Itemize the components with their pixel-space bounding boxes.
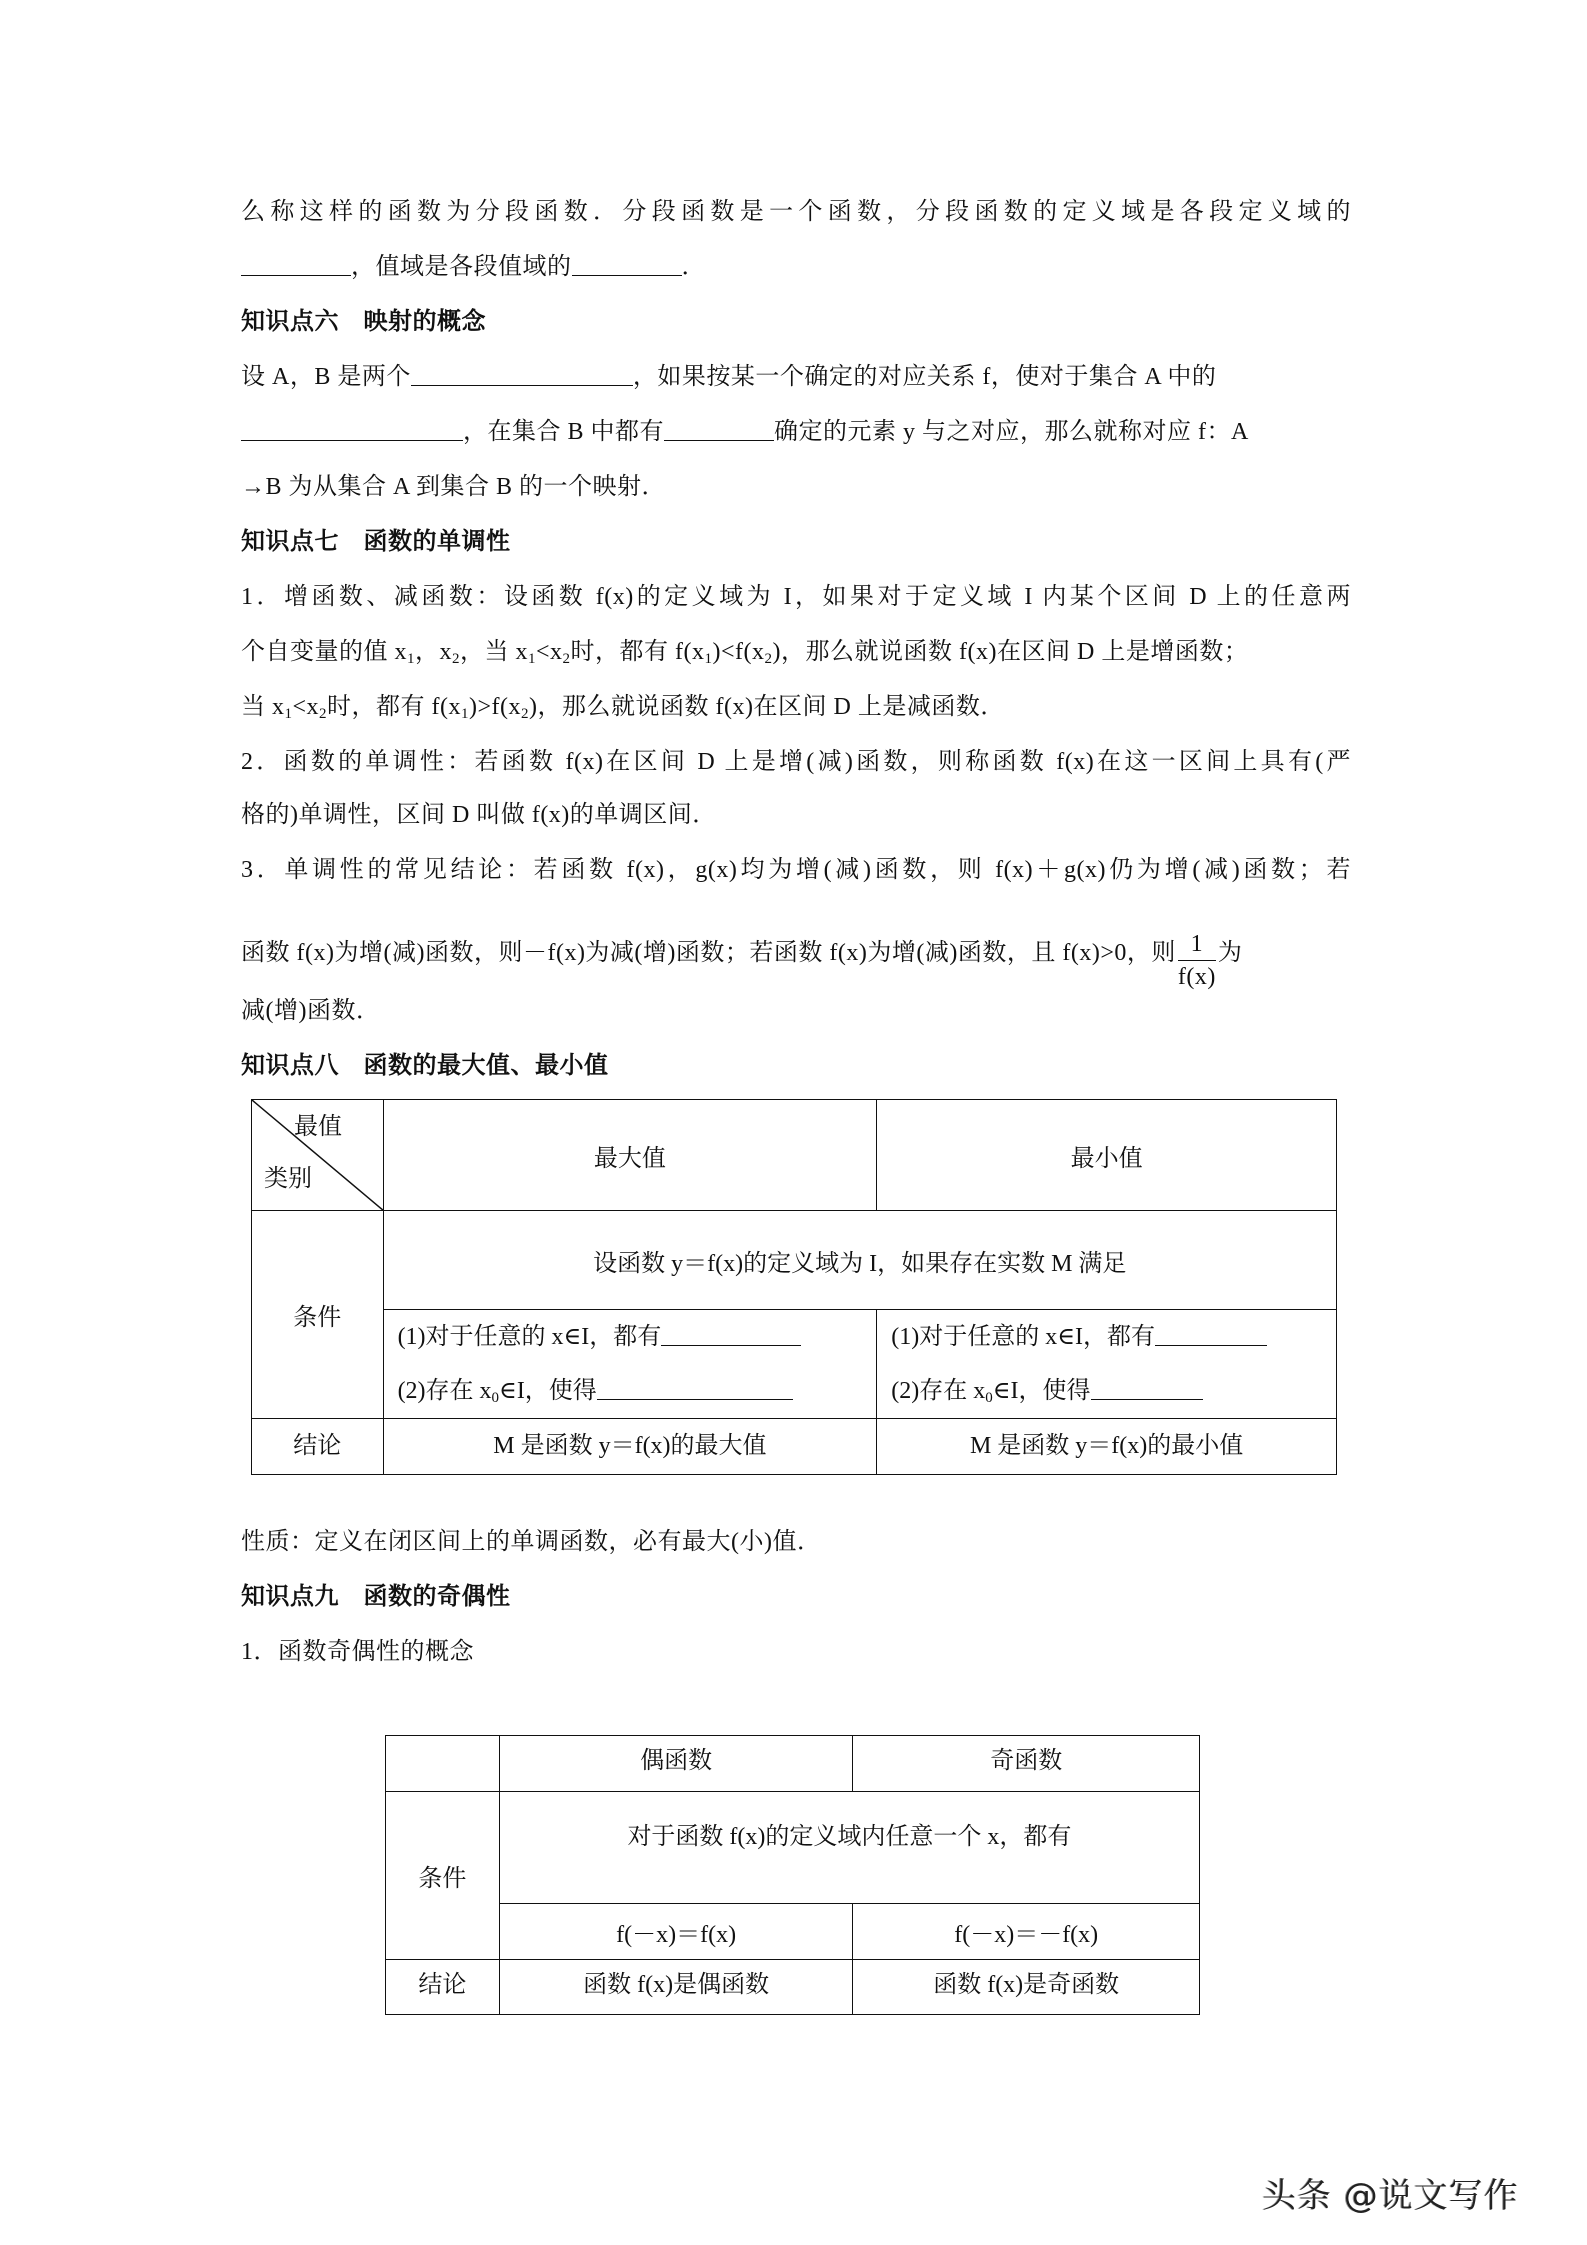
paragraph-line: 3．单调性的常见结论：若函数 f(x)，g(x)均为增(减)函数，则 f(x)＋g(x)仍为增(减)函数；若	[241, 857, 1351, 883]
paragraph-line	[241, 252, 1351, 282]
odd-condition-cell: f(－x)＝－f(x)	[853, 1904, 1200, 1960]
min-conditions-cell	[877, 1310, 1337, 1419]
text: ∈I，使得	[992, 1378, 1091, 1404]
subscript: 1	[461, 706, 470, 722]
section-heading: 知识点六 映射的概念	[241, 309, 486, 335]
text: 确定的元素 y 与之对应，那么就称对应 f：A	[774, 419, 1249, 445]
fraction	[1178, 928, 1216, 993]
text: 个自变量的值 x	[241, 639, 407, 665]
fill-blank[interactable]	[1155, 1323, 1267, 1346]
column-header-even: 偶函数	[499, 1736, 853, 1792]
section-heading: 知识点八 函数的最大值、最小值	[241, 1053, 609, 1079]
section-heading: 知识点九 函数的奇偶性	[241, 1584, 511, 1610]
text: (2)存在 x	[397, 1378, 492, 1404]
fill-blank[interactable]	[241, 253, 351, 276]
max-conditions-cell	[383, 1310, 877, 1419]
parity-table	[385, 1735, 1200, 2015]
subscript: 1	[528, 651, 536, 667]
row-header-conclusion: 结论	[386, 1960, 500, 2015]
subscript: 0	[985, 1390, 993, 1406]
text: 设 A，B 是两个	[241, 364, 411, 390]
text: 时，都有 f(x	[570, 639, 705, 665]
paragraph-line: →B 为从集合 A 到集合 B 的一个映射．	[241, 474, 667, 500]
text: ，值域是各段值域的	[351, 254, 572, 280]
text: ，如果按某一个确定的对应关系 f，使对于集合 A 中的	[632, 364, 1217, 390]
row-header-condition: 条件	[386, 1792, 500, 1960]
paragraph-line: 1．增函数、减函数：设函数 f(x)的定义域为 I，如果对于定义域 I 内某个区间 D 上的任意两	[241, 584, 1351, 610]
text: 为	[1217, 940, 1243, 967]
paragraph-line	[241, 922, 1351, 990]
shared-condition-cell: 设函数 y＝f(x)的定义域为 I，如果存在实数 M 满足	[383, 1211, 1336, 1310]
subscript: 2	[452, 651, 460, 667]
max-conclusion-cell: M 是函数 y＝f(x)的最大值	[383, 1419, 877, 1475]
fraction-denominator: f(x)	[1177, 964, 1216, 990]
text: ，在集合 B 中都有	[463, 419, 665, 445]
section-heading: 知识点七 函数的单调性	[241, 529, 511, 555]
fill-blank[interactable]	[664, 418, 774, 441]
empty-corner-cell	[386, 1736, 500, 1792]
text: ∈I，使得	[499, 1378, 597, 1404]
text: (1)对于任意的 x∈I，都有	[891, 1324, 1155, 1350]
paragraph-line	[241, 362, 1361, 392]
text: (2)存在 x	[891, 1378, 986, 1404]
fraction-numerator: 1	[1178, 928, 1216, 961]
fill-blank[interactable]	[241, 418, 463, 441]
corner-label-top: 最值	[294, 1114, 342, 1140]
text: ，当 x	[460, 639, 528, 665]
paragraph-line: 性质：定义在闭区间上的单调函数，必有最大(小)值．	[241, 1529, 822, 1555]
fill-blank[interactable]	[661, 1323, 801, 1346]
subscript: 0	[491, 1390, 500, 1406]
fill-blank[interactable]	[1091, 1377, 1203, 1400]
text: <x	[536, 639, 563, 665]
even-conclusion-cell: 函数 f(x)是偶函数	[499, 1960, 853, 2015]
text: 时，都有 f(x	[327, 694, 462, 720]
subscript: 2	[764, 651, 773, 667]
text: ．	[681, 254, 706, 280]
max-min-table	[251, 1099, 1337, 1475]
watermark: 头条 @说文写作	[1262, 2176, 1519, 2216]
paragraph-line	[241, 692, 1351, 722]
diagonal-header-cell	[252, 1100, 384, 1211]
text: 函数 f(x)为增(减)函数，则－f(x)为减(增)函数；若函数 f(x)为增(减)函数，且 f(x)>0，则	[241, 940, 1176, 967]
column-header-min: 最小值	[877, 1100, 1337, 1211]
subscript: 2	[319, 706, 328, 722]
odd-conclusion-cell: 函数 f(x)是奇函数	[853, 1960, 1200, 2015]
text: (1)对于任意的 x∈I，都有	[397, 1324, 662, 1350]
text: )，那么就说函数 f(x)在区间 D 上是减函数．	[529, 694, 1005, 720]
text: <x	[292, 694, 320, 720]
paragraph-line: 格的)单调性，区间 D 叫做 f(x)的单调区间．	[241, 802, 717, 828]
paragraph-line	[241, 637, 1351, 667]
text: )<f(x	[712, 639, 765, 665]
subscript: 1	[407, 651, 415, 667]
paragraph-line: 么称这样的函数为分段函数．分段函数是一个函数，分段函数的定义域是各段定义域的	[241, 199, 1351, 225]
fill-blank[interactable]	[597, 1377, 793, 1400]
column-header-max: 最大值	[383, 1100, 877, 1211]
paragraph-line: 2．函数的单调性：若函数 f(x)在区间 D 上是增(减)函数，则称函数 f(x)在这一区间上具有(严	[241, 749, 1351, 775]
subscript: 2	[562, 651, 571, 667]
subscript: 1	[704, 651, 713, 667]
text: )>f(x	[469, 694, 522, 720]
min-conclusion-cell: M 是函数 y＝f(x)的最小值	[877, 1419, 1337, 1475]
row-header-conclusion: 结论	[252, 1419, 384, 1475]
shared-condition-cell: 对于函数 f(x)的定义域内任意一个 x，都有	[499, 1792, 1199, 1904]
text: 当 x	[241, 694, 285, 720]
even-condition-cell: f(－x)＝f(x)	[499, 1904, 853, 1960]
column-header-odd: 奇函数	[853, 1736, 1200, 1792]
subscript: 1	[284, 706, 293, 722]
fill-blank[interactable]	[572, 253, 682, 276]
subscript: 2	[521, 706, 530, 722]
fill-blank[interactable]	[411, 363, 633, 386]
sub-heading: 1．函数奇偶性的概念	[241, 1639, 474, 1665]
row-header-condition: 条件	[252, 1211, 384, 1419]
corner-label-bottom: 类别	[264, 1166, 312, 1192]
paragraph-line	[241, 417, 1361, 447]
paragraph-line: 减(增)函数．	[241, 998, 381, 1024]
text: )，那么就说函数 f(x)在区间 D 上是增函数；	[772, 639, 1249, 665]
text: ，x	[415, 639, 452, 665]
